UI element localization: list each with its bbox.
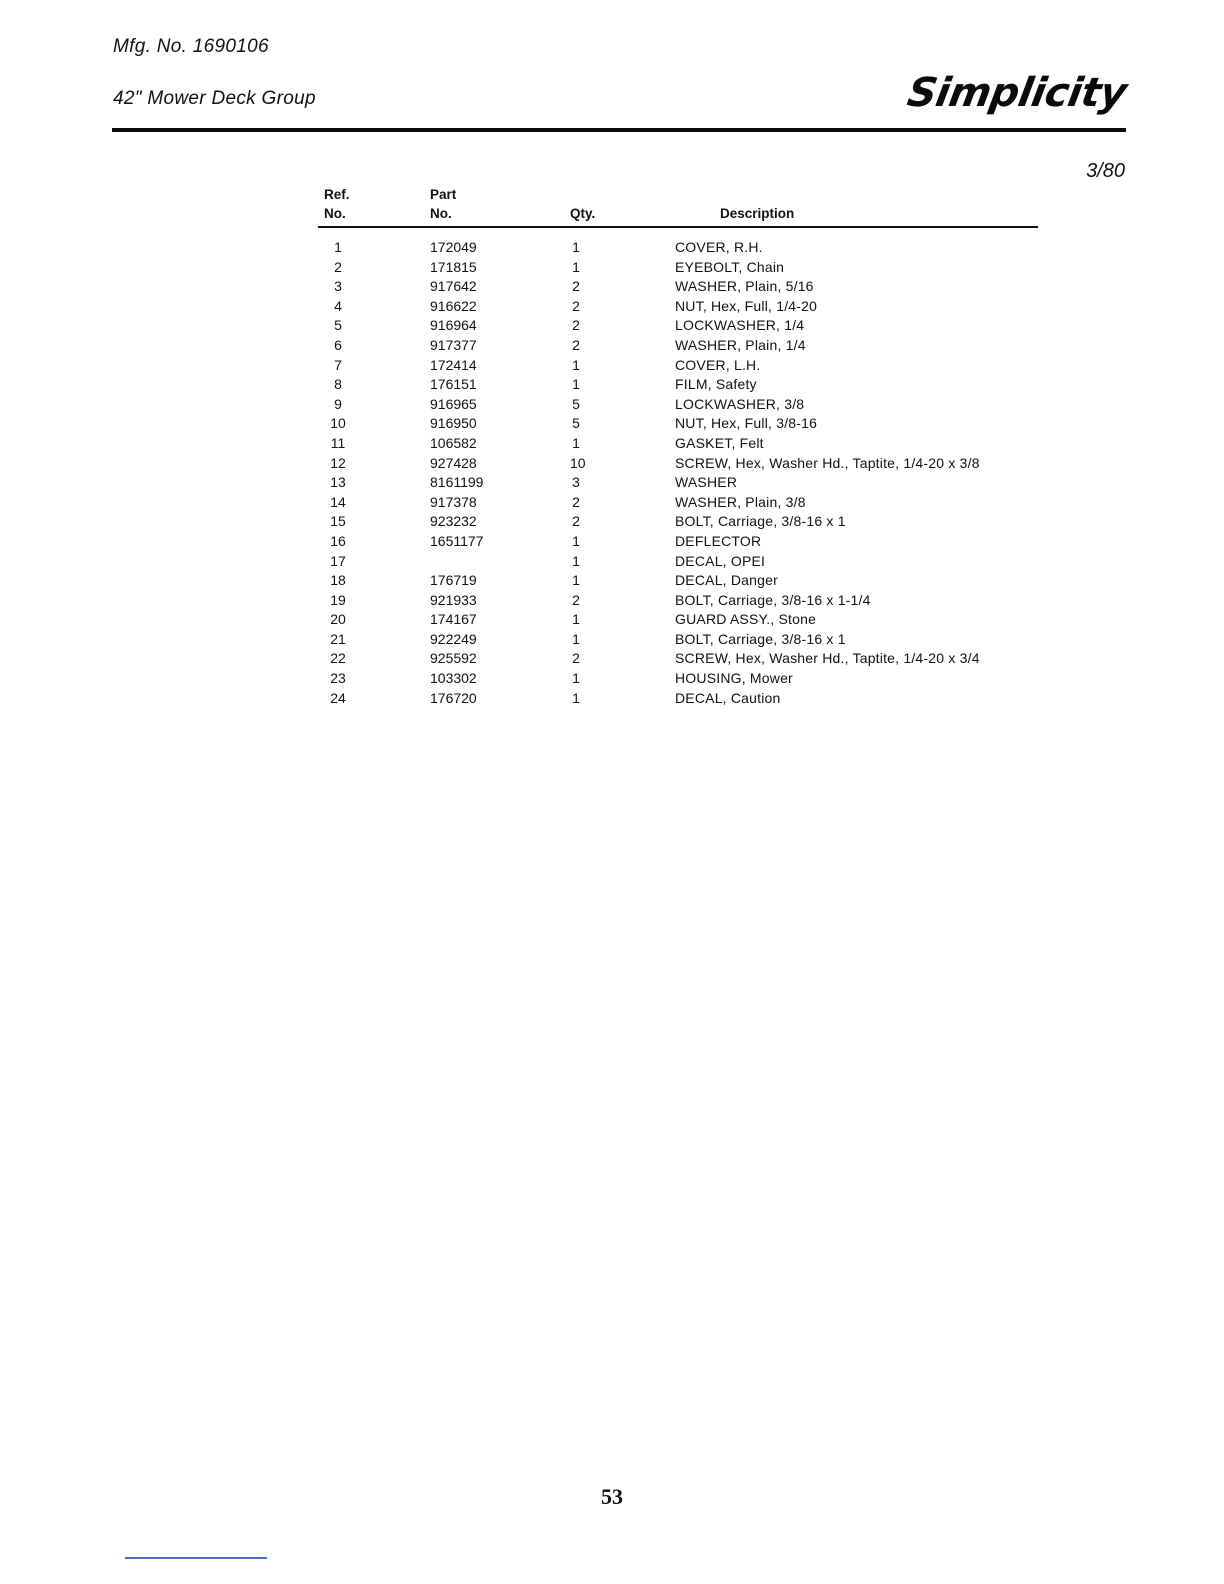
description-cell: LOCKWASHER, 1/4 <box>675 317 805 334</box>
description-cell: LOCKWASHER, 3/8 <box>675 395 805 412</box>
ref-cell: 10 <box>330 415 346 432</box>
table-row <box>318 258 1038 278</box>
description-cell: BOLT, Carriage, 3/8-16 x 1 <box>675 513 846 530</box>
description-cell: GASKET, Felt <box>675 434 764 451</box>
table-row <box>318 434 1038 454</box>
table-row <box>318 649 1038 669</box>
table-row <box>318 277 1038 297</box>
mfg-number: Mfg. No. 1690106 <box>113 36 269 57</box>
description-cell: DECAL, Caution <box>675 689 781 706</box>
part-number-cell: 922249 <box>430 630 477 647</box>
qty-cell: 3 <box>572 474 580 491</box>
qty-cell: 2 <box>572 317 580 334</box>
description-cell: BOLT, Carriage, 3/8-16 x 1-1/4 <box>675 591 871 608</box>
part-number-cell: 917642 <box>430 278 477 295</box>
qty-cell: 1 <box>572 689 580 706</box>
description-cell: WASHER, Plain, 3/8 <box>675 493 806 510</box>
table-row <box>318 336 1038 356</box>
part-number-cell: 8161199 <box>430 474 484 491</box>
description-cell: HOUSING, Mower <box>675 670 793 687</box>
parts-table <box>318 184 1038 706</box>
table-row <box>318 238 1038 258</box>
description-cell: SCREW, Hex, Washer Hd., Taptite, 1/4-20 x 3/4 <box>675 650 980 667</box>
part-number-cell: 172049 <box>430 239 477 255</box>
ref-cell: 9 <box>334 395 342 412</box>
part-number-cell: 927428 <box>430 454 477 471</box>
description-cell: FILM, Safety <box>675 376 757 393</box>
ref-cell: 1 <box>334 239 342 255</box>
qty-cell: 1 <box>572 356 580 373</box>
qty-cell: 5 <box>572 395 580 412</box>
qty-cell: 2 <box>572 278 580 295</box>
header-qty: Qty. <box>570 206 596 221</box>
group-title: 42" Mower Deck Group <box>113 88 316 109</box>
part-number-cell: 176720 <box>430 689 477 706</box>
description-cell: NUT, Hex, Full, 3/8-16 <box>675 415 818 432</box>
description-cell: EYEBOLT, Chain <box>675 258 785 275</box>
table-row <box>318 316 1038 336</box>
description-cell: BOLT, Carriage, 3/8-16 x 1 <box>675 630 846 647</box>
table-row <box>318 395 1038 415</box>
header-ref-line1: Ref. <box>324 187 350 202</box>
revision-date: 3/80 <box>1086 160 1125 182</box>
qty-cell: 2 <box>572 650 580 667</box>
qty-cell: 5 <box>572 415 580 432</box>
description-cell: DEFLECTOR <box>675 532 762 549</box>
description-cell: DECAL, Danger <box>675 572 778 589</box>
part-number-cell: 171815 <box>430 258 477 275</box>
part-number-cell: 916622 <box>430 297 477 314</box>
table-row <box>318 552 1038 572</box>
header-divider <box>112 128 1126 132</box>
ref-cell: 14 <box>330 493 346 510</box>
description-cell: COVER, L.H. <box>675 356 761 373</box>
table-body <box>318 238 1038 708</box>
part-number-cell: 923232 <box>430 513 477 530</box>
qty-cell: 2 <box>572 336 580 353</box>
part-number-cell: 176719 <box>430 572 477 589</box>
part-number-cell: 917378 <box>430 493 477 510</box>
qty-cell: 1 <box>572 258 580 275</box>
header-ref-line2: No. <box>324 206 346 221</box>
ref-cell: 8 <box>334 376 342 393</box>
part-number-cell: 916965 <box>430 395 477 412</box>
header-part-no <box>430 185 456 223</box>
table-row <box>318 473 1038 493</box>
description-cell: WASHER, Plain, 1/4 <box>675 336 806 353</box>
description-cell: COVER, R.H. <box>675 239 763 255</box>
table-header-divider <box>318 226 1038 228</box>
ref-cell: 5 <box>334 317 342 334</box>
ref-cell: 4 <box>334 297 342 314</box>
part-number-cell: 925592 <box>430 650 477 667</box>
qty-cell: 1 <box>572 552 580 569</box>
ref-cell: 6 <box>334 336 342 353</box>
description-cell: SCREW, Hex, Washer Hd., Taptite, 1/4-20 x 3/8 <box>675 454 980 471</box>
footer-underline <box>125 1557 267 1559</box>
qty-cell: 1 <box>572 434 580 451</box>
table-row <box>318 669 1038 689</box>
part-number-cell: 176151 <box>430 376 477 393</box>
part-number-cell: 172414 <box>430 356 477 373</box>
description-cell: WASHER, Plain, 5/16 <box>675 278 814 295</box>
qty-cell: 2 <box>572 297 580 314</box>
part-number-cell: 106582 <box>430 434 477 451</box>
qty-cell: 1 <box>572 630 580 647</box>
table-row <box>318 610 1038 630</box>
qty-cell: 1 <box>572 572 580 589</box>
ref-cell: 18 <box>330 572 346 589</box>
part-number-cell: 917377 <box>430 336 477 353</box>
brand-logo: Simplicity <box>904 70 1131 116</box>
qty-cell: 1 <box>572 376 580 393</box>
table-row <box>318 532 1038 552</box>
ref-cell: 11 <box>330 434 346 451</box>
ref-cell: 7 <box>334 356 342 373</box>
ref-cell: 13 <box>330 474 346 491</box>
table-row <box>318 630 1038 650</box>
qty-cell: 2 <box>572 513 580 530</box>
qty-cell: 1 <box>572 239 580 255</box>
header-description: Description <box>720 206 795 221</box>
part-number-cell: 921933 <box>430 591 477 608</box>
table-header <box>318 184 1038 224</box>
description-cell: DECAL, OPEI <box>675 552 766 569</box>
qty-cell: 1 <box>572 670 580 687</box>
table-row <box>318 571 1038 591</box>
ref-cell: 15 <box>330 513 346 530</box>
table-row <box>318 493 1038 513</box>
qty-cell: 2 <box>572 591 580 608</box>
description-cell: NUT, Hex, Full, 1/4-20 <box>675 297 818 314</box>
part-number-cell: 174167 <box>430 611 477 628</box>
table-row <box>318 356 1038 376</box>
qty-cell: 10 <box>570 454 586 471</box>
description-cell: GUARD ASSY., Stone <box>675 611 817 628</box>
table-row <box>318 414 1038 434</box>
ref-cell: 20 <box>330 611 346 628</box>
ref-cell: 3 <box>334 278 342 295</box>
ref-cell: 17 <box>330 552 346 569</box>
ref-cell: 16 <box>330 532 346 549</box>
qty-cell: 1 <box>572 532 580 549</box>
table-row <box>318 297 1038 317</box>
ref-cell: 23 <box>330 670 346 687</box>
table-row <box>318 454 1038 474</box>
ref-cell: 21 <box>330 630 346 647</box>
part-number-cell: 916964 <box>430 317 477 334</box>
ref-cell: 2 <box>334 258 342 275</box>
table-row <box>318 689 1038 709</box>
page-number: 53 <box>601 1484 623 1509</box>
ref-cell: 24 <box>330 689 346 706</box>
ref-cell: 19 <box>330 591 346 608</box>
table-row <box>318 375 1038 395</box>
ref-cell: 12 <box>330 454 346 471</box>
table-row <box>318 591 1038 611</box>
part-number-cell: 1651177 <box>430 532 484 549</box>
header-part-line2: No. <box>430 206 452 221</box>
part-number-cell: 916950 <box>430 415 477 432</box>
header-ref-no <box>324 185 350 223</box>
qty-cell: 1 <box>572 611 580 628</box>
table-row <box>318 512 1038 532</box>
ref-cell: 22 <box>330 650 346 667</box>
description-cell: WASHER <box>675 474 738 491</box>
header-part-line1: Part <box>430 187 457 202</box>
part-number-cell: 103302 <box>430 670 477 687</box>
qty-cell: 2 <box>572 493 580 510</box>
